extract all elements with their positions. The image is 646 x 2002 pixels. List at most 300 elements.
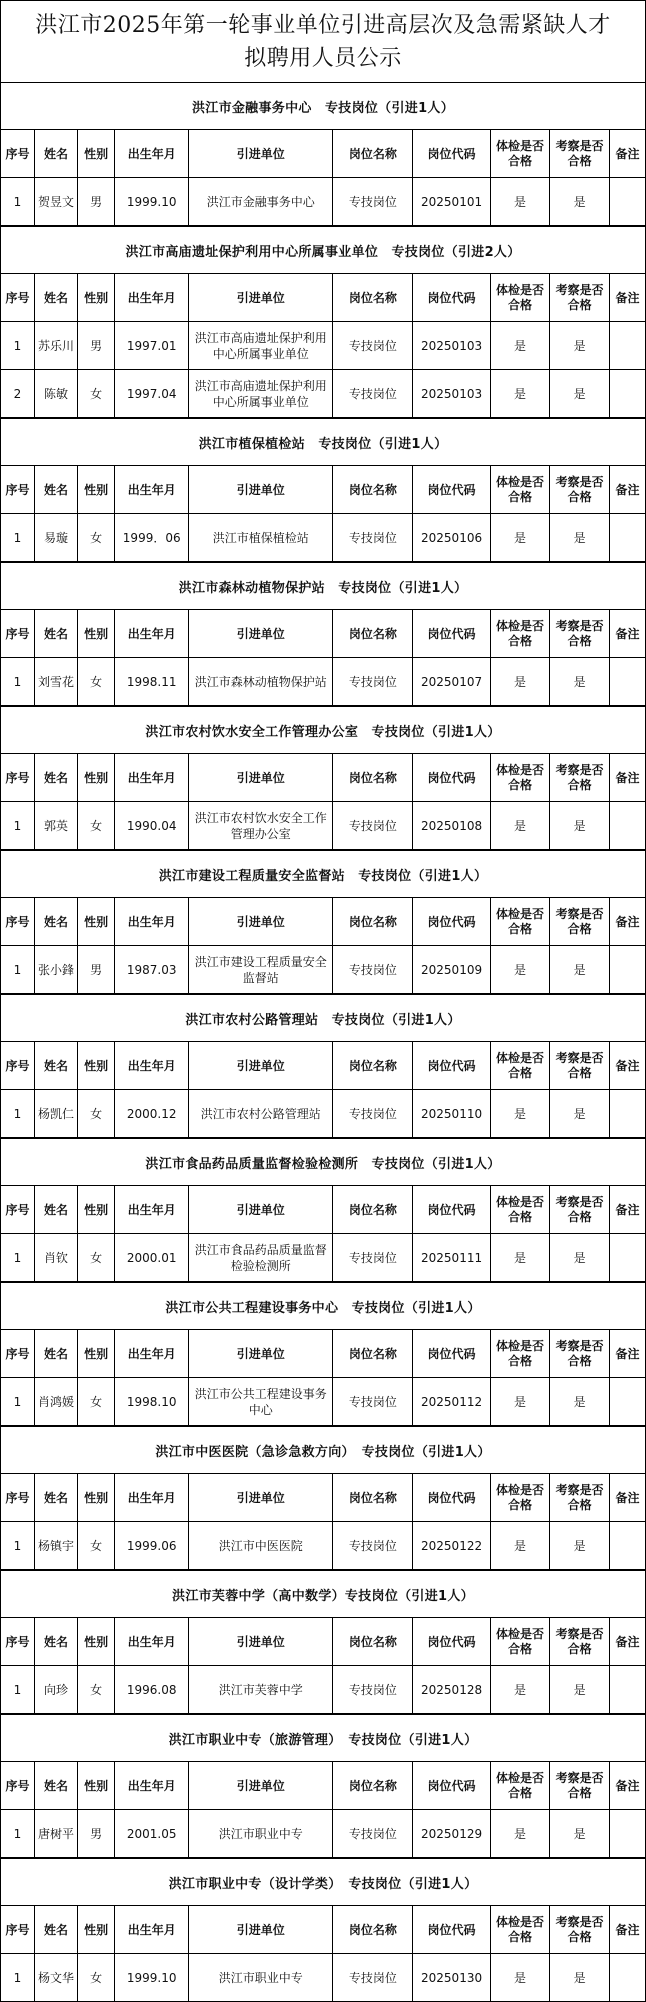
- position-section: [0, 226, 646, 418]
- cell-physical: 是: [490, 1666, 550, 1714]
- col-header-note: 备注: [609, 466, 645, 514]
- cell-gender: 女: [78, 1954, 115, 2002]
- col-header-index: 序号: [1, 1618, 35, 1666]
- cell-code: 20250112: [413, 1378, 490, 1426]
- table-row: [1, 1810, 646, 1858]
- col-header-name: 姓名: [34, 1042, 77, 1090]
- candidate-table: [0, 1473, 646, 1570]
- section-heading: 洪江市中医医院（急诊急救方向） 专技岗位（引进1人）: [0, 1426, 646, 1473]
- col-header-unit: 引进单位: [189, 898, 333, 946]
- cell-index: 1: [1, 946, 35, 994]
- cell-note: [609, 322, 645, 370]
- col-header-physical: 体检是否合格: [490, 130, 550, 178]
- cell-physical: 是: [490, 1378, 550, 1426]
- table-header-row: [1, 754, 646, 802]
- position-section: [0, 1570, 646, 1714]
- col-header-unit: 引进单位: [189, 130, 333, 178]
- cell-review: 是: [550, 658, 610, 706]
- cell-code: 20250110: [413, 1090, 490, 1138]
- col-header-birth: 出生年月: [115, 898, 189, 946]
- col-header-code: 岗位代码: [413, 274, 490, 322]
- col-header-code: 岗位代码: [413, 1042, 490, 1090]
- cell-index: 1: [1, 1666, 35, 1714]
- col-header-unit: 引进单位: [189, 1762, 333, 1810]
- table-header-row: [1, 1618, 646, 1666]
- cell-name: 张小鋒: [34, 946, 77, 994]
- cell-post: 专技岗位: [333, 658, 413, 706]
- col-header-birth: 出生年月: [115, 1618, 189, 1666]
- cell-gender: 男: [78, 322, 115, 370]
- col-header-post: 岗位名称: [333, 610, 413, 658]
- col-header-gender: 性别: [78, 274, 115, 322]
- cell-code: 20250111: [413, 1234, 490, 1282]
- col-header-physical: 体检是否合格: [490, 1042, 550, 1090]
- table-header-row: [1, 1042, 646, 1090]
- col-header-name: 姓名: [34, 610, 77, 658]
- cell-unit: 洪江市植保植检站: [189, 514, 333, 562]
- cell-name: 杨镇宇: [34, 1522, 77, 1570]
- cell-review: 是: [550, 802, 610, 850]
- section-heading: 洪江市森林动植物保护站 专技岗位（引进1人）: [0, 562, 646, 609]
- col-header-code: 岗位代码: [413, 1474, 490, 1522]
- col-header-note: 备注: [609, 898, 645, 946]
- col-header-note: 备注: [609, 1186, 645, 1234]
- cell-review: 是: [550, 178, 610, 226]
- col-header-post: 岗位名称: [333, 274, 413, 322]
- cell-code: 20250107: [413, 658, 490, 706]
- col-header-note: 备注: [609, 1618, 645, 1666]
- cell-post: 专技岗位: [333, 1090, 413, 1138]
- col-header-review: 考察是否合格: [550, 1042, 610, 1090]
- candidate-table: [0, 129, 646, 226]
- col-header-review: 考察是否合格: [550, 1906, 610, 1954]
- col-header-physical: 体检是否合格: [490, 1906, 550, 1954]
- cell-review: 是: [550, 946, 610, 994]
- col-header-name: 姓名: [34, 274, 77, 322]
- table-row: [1, 658, 646, 706]
- table-row: [1, 1234, 646, 1282]
- table-row: [1, 1522, 646, 1570]
- position-section: [0, 1138, 646, 1282]
- col-header-index: 序号: [1, 274, 35, 322]
- section-heading: 洪江市芙蓉中学（高中数学）专技岗位（引进1人）: [0, 1570, 646, 1617]
- cell-review: 是: [550, 370, 610, 418]
- candidate-table: [0, 897, 646, 994]
- position-section: [0, 562, 646, 706]
- cell-physical: 是: [490, 1090, 550, 1138]
- cell-post: 专技岗位: [333, 802, 413, 850]
- col-header-post: 岗位名称: [333, 466, 413, 514]
- col-header-review: 考察是否合格: [550, 898, 610, 946]
- cell-unit: 洪江市公共工程建设事务中心: [189, 1378, 333, 1426]
- cell-birth: 1998.11: [115, 658, 189, 706]
- cell-name: 向珍: [34, 1666, 77, 1714]
- section-heading: 洪江市高庙遗址保护利用中心所属事业单位 专技岗位（引进2人）: [0, 226, 646, 273]
- col-header-review: 考察是否合格: [550, 610, 610, 658]
- cell-code: 20250108: [413, 802, 490, 850]
- cell-gender: 女: [78, 802, 115, 850]
- candidate-table: [0, 609, 646, 706]
- cell-review: 是: [550, 1234, 610, 1282]
- cell-unit: 洪江市高庙遗址保护利用中心所属事业单位: [189, 322, 333, 370]
- cell-gender: 男: [78, 1810, 115, 1858]
- col-header-gender: 性别: [78, 1762, 115, 1810]
- table-row: [1, 1954, 646, 2002]
- cell-gender: 女: [78, 1378, 115, 1426]
- title-line-1: 洪江市2025年第一轮事业单位引进高层次及急需紧缺人才: [35, 12, 611, 38]
- col-header-note: 备注: [609, 1330, 645, 1378]
- cell-index: 2: [1, 370, 35, 418]
- cell-gender: 女: [78, 514, 115, 562]
- cell-note: [609, 370, 645, 418]
- cell-birth: 1996.08: [115, 1666, 189, 1714]
- col-header-review: 考察是否合格: [550, 130, 610, 178]
- cell-gender: 女: [78, 370, 115, 418]
- section-heading: 洪江市建设工程质量安全监督站 专技岗位（引进1人）: [0, 850, 646, 897]
- cell-index: 1: [1, 178, 35, 226]
- cell-birth: 1990.04: [115, 802, 189, 850]
- col-header-post: 岗位名称: [333, 1906, 413, 1954]
- col-header-code: 岗位代码: [413, 130, 490, 178]
- cell-gender: 男: [78, 178, 115, 226]
- col-header-note: 备注: [609, 130, 645, 178]
- position-section: [0, 706, 646, 850]
- table-row: [1, 514, 646, 562]
- col-header-code: 岗位代码: [413, 466, 490, 514]
- col-header-unit: 引进单位: [189, 466, 333, 514]
- cell-name: 刘雪花: [34, 658, 77, 706]
- cell-birth: 1999.06: [115, 1522, 189, 1570]
- col-header-note: 备注: [609, 1762, 645, 1810]
- cell-name: 郭英: [34, 802, 77, 850]
- cell-code: 20250128: [413, 1666, 490, 1714]
- col-header-unit: 引进单位: [189, 1042, 333, 1090]
- cell-note: [609, 178, 645, 226]
- table-row: [1, 322, 646, 370]
- cell-physical: 是: [490, 178, 550, 226]
- cell-note: [609, 802, 645, 850]
- cell-post: 专技岗位: [333, 178, 413, 226]
- col-header-review: 考察是否合格: [550, 1762, 610, 1810]
- col-header-gender: 性别: [78, 130, 115, 178]
- table-row: [1, 178, 646, 226]
- cell-physical: 是: [490, 370, 550, 418]
- col-header-name: 姓名: [34, 1186, 77, 1234]
- col-header-name: 姓名: [34, 1330, 77, 1378]
- col-header-note: 备注: [609, 1906, 645, 1954]
- cell-unit: 洪江市建设工程质量安全监督站: [189, 946, 333, 994]
- table-header-row: [1, 1474, 646, 1522]
- col-header-note: 备注: [609, 610, 645, 658]
- cell-unit: 洪江市农村公路管理站: [189, 1090, 333, 1138]
- table-header-row: [1, 1330, 646, 1378]
- section-heading: 洪江市金融事务中心 专技岗位（引进1人）: [0, 82, 646, 129]
- section-heading: 洪江市植保植检站 专技岗位（引进1人）: [0, 418, 646, 465]
- col-header-post: 岗位名称: [333, 1474, 413, 1522]
- cell-name: 贺昱文: [34, 178, 77, 226]
- col-header-index: 序号: [1, 754, 35, 802]
- cell-note: [609, 1810, 645, 1858]
- table-row: [1, 1378, 646, 1426]
- col-header-gender: 性别: [78, 1042, 115, 1090]
- cell-birth: 1987.03: [115, 946, 189, 994]
- cell-birth: 1997.01: [115, 322, 189, 370]
- col-header-name: 姓名: [34, 1618, 77, 1666]
- cell-unit: 洪江市农村饮水安全工作管理办公室: [189, 802, 333, 850]
- col-header-birth: 出生年月: [115, 130, 189, 178]
- col-header-post: 岗位名称: [333, 1330, 413, 1378]
- cell-post: 专技岗位: [333, 946, 413, 994]
- cell-birth: 2001.05: [115, 1810, 189, 1858]
- col-header-unit: 引进单位: [189, 1330, 333, 1378]
- col-header-physical: 体检是否合格: [490, 1330, 550, 1378]
- col-header-code: 岗位代码: [413, 1330, 490, 1378]
- cell-index: 1: [1, 1090, 35, 1138]
- position-section: [0, 850, 646, 994]
- cell-birth: 1997.04: [115, 370, 189, 418]
- col-header-post: 岗位名称: [333, 1186, 413, 1234]
- cell-note: [609, 1522, 645, 1570]
- cell-name: 肖鸿媛: [34, 1378, 77, 1426]
- title-line-2: 拟聘用人员公示: [244, 45, 402, 71]
- candidate-table: [0, 1041, 646, 1138]
- cell-birth: 1999.10: [115, 1954, 189, 2002]
- cell-birth: 1999．06: [115, 514, 189, 562]
- col-header-gender: 性别: [78, 610, 115, 658]
- section-heading: 洪江市食品药品质量监督检验检测所 专技岗位（引进1人）: [0, 1138, 646, 1185]
- cell-index: 1: [1, 1522, 35, 1570]
- table-header-row: [1, 1906, 646, 1954]
- table-header-row: [1, 1762, 646, 1810]
- col-header-unit: 引进单位: [189, 1474, 333, 1522]
- candidate-table: [0, 1329, 646, 1426]
- table-header-row: [1, 610, 646, 658]
- position-section: [0, 1282, 646, 1426]
- col-header-index: 序号: [1, 1906, 35, 1954]
- col-header-review: 考察是否合格: [550, 1186, 610, 1234]
- cell-code: 20250122: [413, 1522, 490, 1570]
- col-header-physical: 体检是否合格: [490, 1762, 550, 1810]
- col-header-birth: 出生年月: [115, 754, 189, 802]
- cell-note: [609, 946, 645, 994]
- col-header-gender: 性别: [78, 1186, 115, 1234]
- col-header-gender: 性别: [78, 1618, 115, 1666]
- col-header-gender: 性别: [78, 754, 115, 802]
- table-header-row: [1, 1186, 646, 1234]
- cell-review: 是: [550, 514, 610, 562]
- cell-post: 专技岗位: [333, 1234, 413, 1282]
- cell-note: [609, 1954, 645, 2002]
- col-header-name: 姓名: [34, 1906, 77, 1954]
- col-header-birth: 出生年月: [115, 1906, 189, 1954]
- col-header-unit: 引进单位: [189, 1618, 333, 1666]
- cell-review: 是: [550, 1378, 610, 1426]
- cell-code: 20250129: [413, 1810, 490, 1858]
- cell-review: 是: [550, 1666, 610, 1714]
- col-header-physical: 体检是否合格: [490, 610, 550, 658]
- col-header-gender: 性别: [78, 1330, 115, 1378]
- cell-physical: 是: [490, 1234, 550, 1282]
- cell-unit: 洪江市职业中专: [189, 1810, 333, 1858]
- cell-birth: 2000.01: [115, 1234, 189, 1282]
- col-header-code: 岗位代码: [413, 610, 490, 658]
- col-header-post: 岗位名称: [333, 754, 413, 802]
- cell-note: [609, 658, 645, 706]
- col-header-name: 姓名: [34, 1762, 77, 1810]
- table-header-row: [1, 898, 646, 946]
- col-header-unit: 引进单位: [189, 1906, 333, 1954]
- col-header-name: 姓名: [34, 898, 77, 946]
- position-section: [0, 994, 646, 1138]
- position-section: [0, 1858, 646, 2002]
- col-header-post: 岗位名称: [333, 898, 413, 946]
- col-header-index: 序号: [1, 898, 35, 946]
- cell-code: 20250101: [413, 178, 490, 226]
- section-heading: 洪江市公共工程建设事务中心 专技岗位（引进1人）: [0, 1282, 646, 1329]
- col-header-post: 岗位名称: [333, 1618, 413, 1666]
- col-header-name: 姓名: [34, 1474, 77, 1522]
- candidate-table: [0, 465, 646, 562]
- col-header-review: 考察是否合格: [550, 274, 610, 322]
- cell-post: 专技岗位: [333, 322, 413, 370]
- col-header-post: 岗位名称: [333, 130, 413, 178]
- table-row: [1, 802, 646, 850]
- col-header-review: 考察是否合格: [550, 754, 610, 802]
- cell-post: 专技岗位: [333, 1810, 413, 1858]
- col-header-index: 序号: [1, 130, 35, 178]
- cell-name: 唐树平: [34, 1810, 77, 1858]
- cell-post: 专技岗位: [333, 1522, 413, 1570]
- cell-index: 1: [1, 514, 35, 562]
- cell-index: 1: [1, 802, 35, 850]
- col-header-name: 姓名: [34, 754, 77, 802]
- col-header-birth: 出生年月: [115, 274, 189, 322]
- cell-unit: 洪江市中医医院: [189, 1522, 333, 1570]
- col-header-review: 考察是否合格: [550, 1330, 610, 1378]
- col-header-name: 姓名: [34, 466, 77, 514]
- cell-unit: 洪江市金融事务中心: [189, 178, 333, 226]
- col-header-code: 岗位代码: [413, 1186, 490, 1234]
- col-header-birth: 出生年月: [115, 610, 189, 658]
- cell-post: 专技岗位: [333, 1666, 413, 1714]
- cell-gender: 女: [78, 1666, 115, 1714]
- col-header-unit: 引进单位: [189, 1186, 333, 1234]
- col-header-birth: 出生年月: [115, 1762, 189, 1810]
- cell-name: 肖钦: [34, 1234, 77, 1282]
- document-title: [0, 0, 646, 82]
- col-header-physical: 体检是否合格: [490, 1618, 550, 1666]
- table-header-row: [1, 274, 646, 322]
- cell-gender: 女: [78, 658, 115, 706]
- col-header-birth: 出生年月: [115, 1474, 189, 1522]
- cell-code: 20250103: [413, 322, 490, 370]
- cell-note: [609, 1090, 645, 1138]
- col-header-index: 序号: [1, 1762, 35, 1810]
- cell-unit: 洪江市职业中专: [189, 1954, 333, 2002]
- cell-unit: 洪江市森林动植物保护站: [189, 658, 333, 706]
- cell-physical: 是: [490, 1522, 550, 1570]
- table-row: [1, 946, 646, 994]
- section-heading: 洪江市农村饮水安全工作管理办公室 专技岗位（引进1人）: [0, 706, 646, 753]
- candidate-table: [0, 1617, 646, 1714]
- section-heading: 洪江市农村公路管理站 专技岗位（引进1人）: [0, 994, 646, 1041]
- col-header-index: 序号: [1, 1042, 35, 1090]
- cell-post: 专技岗位: [333, 1378, 413, 1426]
- cell-unit: 洪江市高庙遗址保护利用中心所属事业单位: [189, 370, 333, 418]
- col-header-physical: 体检是否合格: [490, 466, 550, 514]
- cell-birth: 1998.10: [115, 1378, 189, 1426]
- col-header-gender: 性别: [78, 1906, 115, 1954]
- candidate-table: [0, 1185, 646, 1282]
- cell-review: 是: [550, 1090, 610, 1138]
- cell-code: 20250130: [413, 1954, 490, 2002]
- cell-index: 1: [1, 1954, 35, 2002]
- cell-unit: 洪江市食品药品质量监督检验检测所: [189, 1234, 333, 1282]
- position-section: [0, 82, 646, 226]
- col-header-index: 序号: [1, 1330, 35, 1378]
- col-header-gender: 性别: [78, 466, 115, 514]
- col-header-code: 岗位代码: [413, 1618, 490, 1666]
- table-header-row: [1, 466, 646, 514]
- cell-name: 陈敏: [34, 370, 77, 418]
- candidate-table: [0, 273, 646, 418]
- sections-container: [0, 82, 646, 2002]
- col-header-birth: 出生年月: [115, 1042, 189, 1090]
- col-header-physical: 体检是否合格: [490, 274, 550, 322]
- candidate-table: [0, 753, 646, 850]
- cell-gender: 女: [78, 1522, 115, 1570]
- col-header-post: 岗位名称: [333, 1042, 413, 1090]
- col-header-physical: 体检是否合格: [490, 754, 550, 802]
- col-header-physical: 体检是否合格: [490, 898, 550, 946]
- candidate-table: [0, 1761, 646, 1858]
- col-header-post: 岗位名称: [333, 1762, 413, 1810]
- col-header-gender: 性别: [78, 1474, 115, 1522]
- col-header-birth: 出生年月: [115, 466, 189, 514]
- cell-gender: 女: [78, 1090, 115, 1138]
- cell-note: [609, 1666, 645, 1714]
- col-header-review: 考察是否合格: [550, 1474, 610, 1522]
- cell-physical: 是: [490, 946, 550, 994]
- col-header-unit: 引进单位: [189, 274, 333, 322]
- cell-physical: 是: [490, 1810, 550, 1858]
- col-header-index: 序号: [1, 466, 35, 514]
- col-header-birth: 出生年月: [115, 1186, 189, 1234]
- cell-physical: 是: [490, 1954, 550, 2002]
- col-header-unit: 引进单位: [189, 610, 333, 658]
- cell-note: [609, 1378, 645, 1426]
- cell-physical: 是: [490, 514, 550, 562]
- col-header-physical: 体检是否合格: [490, 1474, 550, 1522]
- col-header-review: 考察是否合格: [550, 466, 610, 514]
- col-header-gender: 性别: [78, 898, 115, 946]
- cell-index: 1: [1, 1234, 35, 1282]
- col-header-index: 序号: [1, 610, 35, 658]
- cell-name: 杨文华: [34, 1954, 77, 2002]
- col-header-review: 考察是否合格: [550, 1618, 610, 1666]
- cell-post: 专技岗位: [333, 1954, 413, 2002]
- cell-unit: 洪江市芙蓉中学: [189, 1666, 333, 1714]
- cell-review: 是: [550, 1954, 610, 2002]
- cell-review: 是: [550, 1810, 610, 1858]
- cell-gender: 女: [78, 1234, 115, 1282]
- cell-index: 1: [1, 1378, 35, 1426]
- cell-gender: 男: [78, 946, 115, 994]
- cell-name: 苏乐川: [34, 322, 77, 370]
- cell-post: 专技岗位: [333, 514, 413, 562]
- cell-code: 20250103: [413, 370, 490, 418]
- position-section: [0, 1426, 646, 1570]
